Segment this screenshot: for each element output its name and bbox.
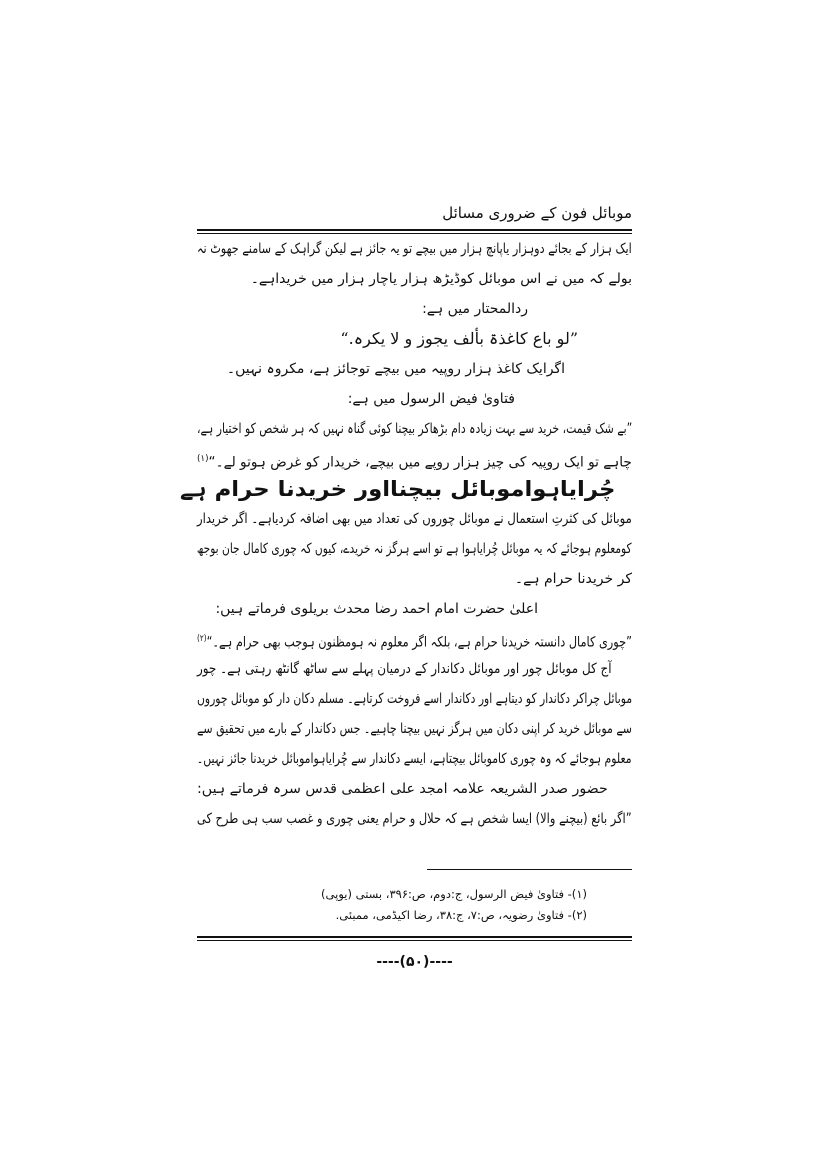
footnote-separator xyxy=(427,869,632,870)
source-intro: ردالمحتار میں ہے: xyxy=(422,301,528,317)
body-line: کر خریدنا حرام ہے۔ xyxy=(514,571,632,587)
body-line: بولے کہ میں نے اس موبائل کوڈیڑھ ہزار یاچار ہزار میں خریداہے۔ xyxy=(250,271,632,287)
body-line: سے موبائل خرید کر اپنی دکان میں ہرگز نہیں بیچنا چاہیے۔ جس دکاندار کے بارے میں تحقیق سے xyxy=(197,721,632,737)
quote-line: ”چوری کامال دانستہ خریدنا حرام ہے، بلکہ اگر معلوم نہ ہومظنون ہوجب بھی حرام ہے۔“$^{(۲)}$ xyxy=(197,634,633,651)
running-header: موبائل فون کے ضروری مسائل xyxy=(442,204,632,222)
body-line: آج کل موبائل چور اور موبائل دکاندار کے درمیان پہلے سے ساٹھ گانٹھ رہتی ہے۔ چور xyxy=(197,661,612,677)
section-heading: چُرایاہواموبائل بیچنااور خریدنا حرام ہے xyxy=(179,477,616,501)
footer-rule-thin xyxy=(197,940,632,941)
footnote-2: (۲)- فتاویٰ رضویہ، ص:۷، ج:۳۸، رضا اکیڈمی، ممبئی. xyxy=(335,908,587,922)
footnote-1: (۱)- فتاویٰ فیض الرسول، ج:دوم، ص:۳۹۶، بستی (یوپی) xyxy=(321,887,587,901)
footnote-ref-1[interactable]: (۱) xyxy=(197,454,209,464)
page-number: ----(۵۰)---- xyxy=(376,954,453,970)
footer-rule xyxy=(197,936,632,938)
source-intro: فتاویٰ فیض الرسول میں ہے: xyxy=(347,391,515,407)
source-intro: حضور صدر الشریعہ علامہ امجد علی اعظمی قدس سرہ فرماتے ہیں: xyxy=(197,781,608,797)
quote-line: ”بے شک قیمت، خرید سے بہت زیادہ دام بڑھاکر بیچنا کوئی گناہ نہیں کہ ہر شخص کو اختیار ہے، xyxy=(196,421,632,437)
footnote-ref-2[interactable]: (۲) xyxy=(197,634,207,644)
translation-line: اگرایک کاغذ ہزار روپیہ میں بیچے توجائز ہے، مکروہ نہیں۔ xyxy=(226,361,565,377)
body-line: کومعلوم ہوجائے کہ یہ موبائل چُرایاہوا ہے تو اسے ہرگز نہ خریدے، کیوں کہ چوری کامال جان بوجھ xyxy=(197,541,632,557)
arabic-quote: ”لو باع کاغذۃ بألف یجوز و لا یکرہ.“ xyxy=(340,329,578,348)
header-rule xyxy=(197,229,632,231)
body-line: ایک ہزار کے بجائے دوہزار یاپانچ ہزار میں بیچے تو یہ جائز ہے لیکن گراہک کے سامنے جھوٹ نہ xyxy=(197,241,632,257)
header-rule-thin xyxy=(197,233,632,234)
body-line: موبائل چراکر دکاندار کو دیتاہے اور دکاندار اسے فروخت کرتاہے۔ مسلم دکان دار کو موبائل چوروں xyxy=(196,691,632,707)
source-intro: اعلیٰ حضرت امام احمد رضا محدث بریلوی فرماتے ہیں: xyxy=(215,601,538,617)
quote-line: چاہے تو ایک روپیہ کی چیز ہزار روپے میں بیچے، خریدار کو غرض ہوتو لے۔“$^{(۱)}$ xyxy=(197,454,632,471)
body-line: معلوم ہوجائے کہ وہ چوری کاموبائل بیچتاہے، ایسے دکاندار سے چُرایاہواموبائل خریدنا جائز نہیں۔ xyxy=(197,751,632,767)
body-line: موبائل کی کثرتِ استعمال نے موبائل چوروں کی تعداد میں بھی اضافہ کردیاہے۔ اگر خریدار xyxy=(197,511,632,527)
quote-line: ”اگر بائع (بیچنے والا) ایسا شخص ہے کہ حلال و حرام یعنی چوری و غصب سب ہی طرح کی xyxy=(197,811,632,827)
